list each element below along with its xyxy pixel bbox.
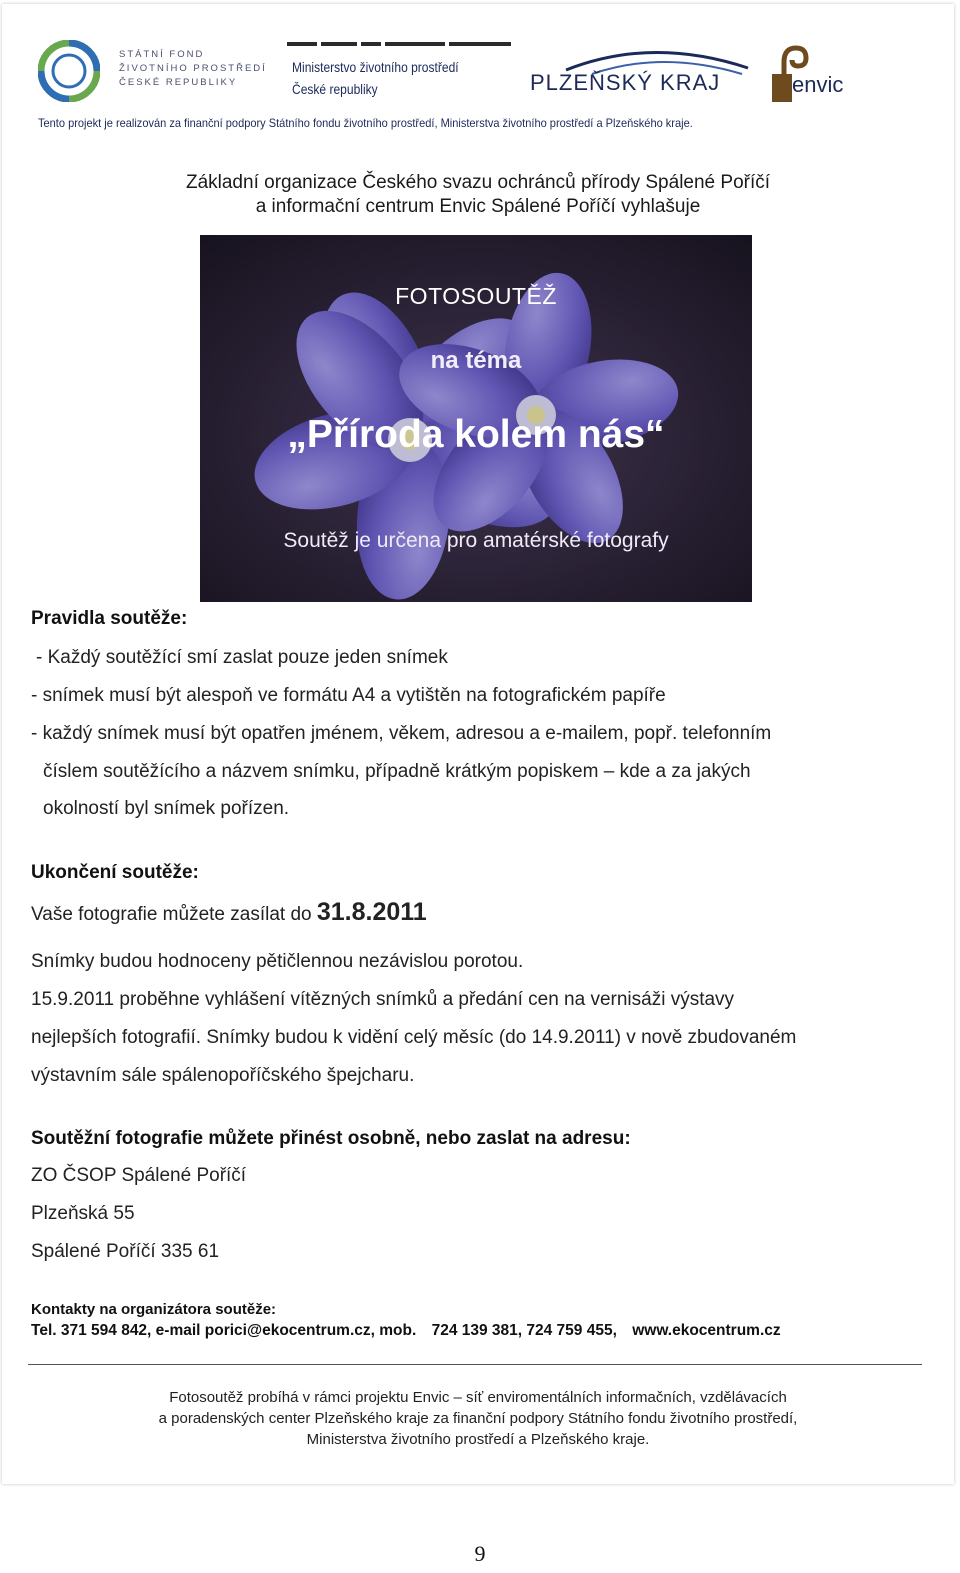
mzp-bars-icon bbox=[287, 42, 511, 47]
footer-line: Ministerstva životního prostředí a Plzeňského kraje. bbox=[306, 1431, 650, 1448]
envic-wordmark: envic bbox=[792, 72, 844, 97]
rule-item-continuation: číslem soutěžícího a názvem snímku, případně krátkým popiskem – kde a za jakých bbox=[43, 761, 751, 782]
intro-line: Základní organizace Českého svazu ochránců přírody Spálené Poříčí bbox=[185, 172, 771, 193]
poster-subtitle: na téma bbox=[430, 347, 522, 374]
intro-line: a informační centrum Envic Spálené Poříčí vyhlašuje bbox=[255, 196, 701, 217]
contact-mobile: 724 139 381, 724 759 455, bbox=[431, 1322, 617, 1339]
rule-item: - snímek musí být alespoň ve formátu A4 a vytištěn na fotografickém papíře bbox=[31, 685, 666, 706]
rule-item: - Každý soutěžící smí zaslat pouze jeden snímek bbox=[36, 647, 448, 668]
poster-theme: „Příroda kolem nás“ bbox=[287, 413, 665, 456]
ending-line: výstavním sále spálenopoříčského špejcharu. bbox=[31, 1065, 415, 1086]
address-heading: Soutěžní fotografie můžete přinést osobně, nebo zaslat na adresu: bbox=[31, 1128, 631, 1149]
poster-title: FOTOSOUTĚŽ bbox=[395, 283, 557, 309]
mzp-name bbox=[292, 56, 459, 100]
envic-logo-icon bbox=[764, 40, 874, 104]
mzp-line: České republiky bbox=[292, 81, 378, 97]
contact-website: www.ekocentrum.cz bbox=[632, 1322, 781, 1339]
address-line: Plzeňská 55 bbox=[31, 1203, 135, 1224]
ending-line: 15.9.2011 proběhne vyhlášení vítězných snímků a předání cen na vernisáži výstavy bbox=[31, 989, 735, 1010]
page-number: 9 bbox=[474, 1541, 486, 1566]
address-line: Spálené Poříčí 335 61 bbox=[31, 1241, 220, 1262]
poster-note: Soutěž je určena pro amatérské fotografy bbox=[283, 529, 669, 552]
rule-item: - každý snímek musí být opatřen jménem, věkem, adresou a e-mailem, popř. telefonním bbox=[31, 723, 772, 744]
mzp-line: Ministerstvo životního prostředí bbox=[292, 59, 459, 75]
rules-heading: Pravidla soutěže: bbox=[31, 608, 188, 629]
deadline-prefix: Vaše fotografie můžete zasílat do bbox=[31, 904, 317, 925]
poster-page bbox=[2, 4, 954, 1484]
sfzp-logo-icon bbox=[38, 40, 100, 102]
ending-heading: Ukončení soutěže: bbox=[31, 862, 199, 883]
ending-line: Snímky budou hodnoceny pětičlennou nezávislou porotou. bbox=[31, 951, 524, 972]
footer-line: a poradenských center Plzeňského kraje za finanční podpory Státního fondu životního prostředí, bbox=[158, 1410, 798, 1427]
contacts-heading: Kontakty na organizátora soutěže: bbox=[31, 1301, 277, 1318]
sponsor-line: Tento projekt je realizován za finanční podpory Státního fondu životního prostředí, Ministerstva životního prostředí a Plzeňského kraje. bbox=[38, 116, 693, 130]
footer-line: Fotosoutěž probíhá v rámci projektu Envic – síť enviromentálních informačních, vzdělávacích bbox=[169, 1389, 787, 1406]
sfzp-line: ČESKÉ REPUBLIKY bbox=[119, 77, 238, 88]
deadline-line bbox=[31, 898, 427, 927]
contacts-line bbox=[31, 1322, 792, 1340]
plzensky-kraj-logo: PLZEŇSKÝ KRAJ bbox=[530, 70, 721, 95]
contact-tel-email: Tel. 371 594 842, e-mail porici@ekocentrum.cz, mob. bbox=[31, 1322, 417, 1339]
sfzp-line: ŽIVOTNÍHO PROSTŘEDÍ bbox=[119, 63, 267, 74]
address-line: ZO ČSOP Spálené Poříčí bbox=[31, 1165, 247, 1186]
divider bbox=[28, 1364, 922, 1365]
sfzp-name bbox=[119, 48, 267, 90]
rule-item-continuation: okolností byl snímek pořízen. bbox=[43, 798, 290, 819]
poster-photo bbox=[200, 235, 752, 602]
sfzp-line: STÁTNÍ FOND bbox=[119, 49, 205, 60]
deadline-date: 31.8.2011 bbox=[316, 898, 427, 926]
ending-line: nejlepších fotografií. Snímky budou k vidění celý měsíc (do 14.9.2011) v nově zbudovaném bbox=[31, 1027, 797, 1048]
